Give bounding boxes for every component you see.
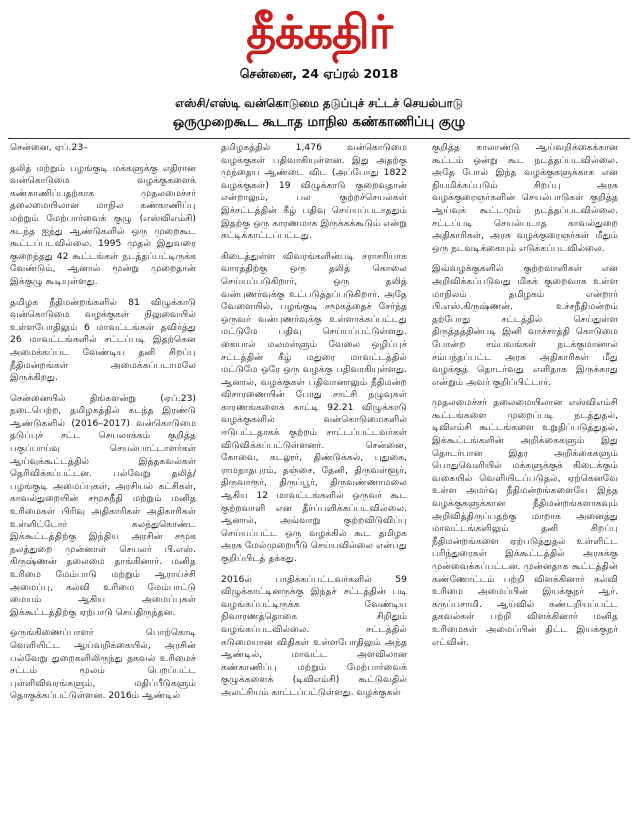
article-paragraph: ஒருங்கிணைப்பாளர் பொற்கொடி வெளியிட்ட ஆய்வறிக்கையில், அரசின் பல்வேறு துறைகளிலிருந்து தகவல் உரிமைச் சட்டம் மூலம் பெறப்பட்ட புள்ளிவிவரங்களும், மதிப்பீடுகளும் தொகுக்கப்பட்டுள்ளன. 2016ம் ஆண்டில் [10, 627, 196, 702]
article-paragraph: இவ்வழக்குகளில் குற்றவாளிகள் என அறிவிக்கப்படுவது மிகக் குறைவாக உள்ள மாநிலம் தமிழகம் என்றார் பி.எஸ்.கிருஷ்ணன். உச்சநீதிமன்றம் தற்போது சட்டத்தில் செய்துள்ள திருத்தத்தின்படி இனி வாச்சாத்தி கொடுமை போன்ற சம்பவங்கள் நடக்குமானால் சம்பந்தப்பட்ட அரசு அதிகாரிகள் மீது வழக்குத் தொடர்வது எளிதாக இருக்காது என்றும் அவர் குறிப்பிட்டார். [432, 263, 618, 388]
article-paragraph: சென்னையில் திங்களன்று (ஏப்.23) நடைபெற்ற, தமிழகத்தில் கடந்த இரண்டு ஆண்டுகளில் (2016–2017) வன்கொடுமை தடுப்புச் சட்ட செயலாக்கம் குறித்த பகுப்பாய்வு செயல்பாட்டாளர்கள் ஆய்வுக்கூட்டத்தில் இத்தகவல்கள் தெரிவிக்கப்பட்டன. பல்வேறு தலித்/பழங்குடி அமைப்புகள், அரசியல் கட்சிகள், காவல்துறையின் சமூகநீதி மற்றும் மனித உரிமைகள் பிரிவு அதிகாரிகள் அதிகாரிகள் உள்ளிட்டோர் கலந்துகொண்ட இக்கூட்டத்திற்கு இந்திய அரசின் சமூக நலத்துறை முன்னாள் செயலர் பி.எஸ். கிருஷ்ணன் தலைமை தாங்கினார். மனித உரிமை மேம்பாடு மற்றும் ஆராய்ச்சி அமைப்பு, கல்வி உரிமை மேம்பாட்டு மையம் ஆகிய அமைப்புகள் இக்கூட்டத்திற்கு ஏற்பாடு செய்திருந்தன. [10, 392, 196, 618]
headline-main: ஒருமுறைகூட கூடாத மாநில கண்காணிப்பு குழு [172, 114, 466, 130]
article-column-2 [221, 142, 407, 822]
article-paragraph: தலித் மற்றும் பழங்குடி மக்களுக்கு எதிரான வன்கொடுமை வழக்குகளைக் கண்காணிப்பதற்காக முதலமைச்சர் தலைமையிலான மாநில கண்காணிப்பு மற்றும் மேற்பார்வைக் குழு (எஸ்விஎம்சி) கடந்த ஐந்து ஆண்டுகளில் ஒரு முறைகூட கூட்டப்படவில்லை. 1995 முதல் இதுவரை குறைந்தது 42 கூட்டங்கள் நடத்தப்பட்டிருக்க வேண்டும், ஆனால் மூன்று முறைதான் இக்குழு கூடியுள்ளது. [10, 162, 196, 287]
article-column-3 [432, 142, 618, 822]
article-paragraph: கிடைத்துள்ள விவரங்களின்படி சராசரியாக வாரத்திற்கு ஒரு தலித் கொலை செய்யப்படுகிறார், ஒரு தலித் வன்புணர்வுக்கு உட்படுத்தப்படுகிறார். அதே வேளையில், பழங்குடி சமூகத்தைச் சேர்ந்த ஒருவர் வன்புணர்வுக்கு உள்ளாக்கப்பட்டது மட்டுமே பதிவு செய்யப்பட்டுள்ளது. கையால் மலமள்ளும் வேலை ஒழிப்புச் சட்டத்தின் கீழ் மதுரை மாவட்டத்தில் மட்டுமே ஒரே ஒரு வழக்கு பதிவாகியுள்ளது. ஆனால், வழக்குகள் பதிவானாலும் நீதிமன்ற விசாரணையின் போது சாட்சி நழுவுகள் காரணங்களைக் காட்டி 92.21 விழுக்காடு வழக்குகளில் வன்கொடுமைகளில் ஈடுபட்டதாகக் குற்றம் சாட்டப்பட்டவர்கள் விடுவிக்கப்பட்டுள்ளனர். சென்னை, கோவை, கடலூர், திண்டுக்கல், புதுகை, ராமநாதபுரம், தஞ்சை, தேனி, திருவள்ளூர், திருவாரூர், திருப்பூர், திருவண்ணாமலை ஆகிய 12 மாவட்டங்களில் ஒருவர் கூட குற்றவாளி என தீர்ப்பளிக்கப்படவில்லை. ஆனால், அவ்வாறு குற்றவிடுவிப்பு செய்யப்பட்ட ஒரு வழக்கில் கூட தமிழக அரசு மேல்முறையீடு செய்யவில்லை என்பது குறிப்பிடத் தக்கது. [221, 250, 407, 564]
article-paragraph: தமிழகத்தில் 1,476 வன்கொடுமை வழக்குகள் பதிவாகியுள்ளன. இது அதற்கு முந்தைய ஆண்டை விட (அப்போது 1822 வழக்குகள்) 19 விழுக்காடு குறைவுதான் என்றாலும், பல குற்றச்செயல்கள் இச்சட்டத்தின் கீழ் பதிவு செய்யப்படாததும் இதற்கு ஒரு காரணமாக இருக்கக்கூடும் என்று சுட்டிக்காட்டப்பட்டது. [221, 142, 407, 242]
article-paragraph: சென்னை, ஏப்.23– [10, 142, 88, 153]
article-paragraph: குறித்த காலாண்டு ஆய்வறிக்கைக்கான கூட்டம் ஒன்று கூட நடத்தப்படவில்லை. அதே போல் இந்த வழக்குகளுக்காக என நியமிக்கப்படும் சிறப்பு அரசு வழக்குரைஞர்களின் செயல்பாடுகள் குறித்த ஆய்வுக் கூட்டமும் நடத்தப்படவில்லை. சட்டப்படி செயல்படாத காவல்துறை அதிகாரிகள், அரசு வழக்குரைஞர்கள் மீதும் ஒரு நடவடிக்கையும் எடுக்கப்படவில்லை. [432, 142, 618, 254]
article-paragraph: முதலமைச்சர் தலைமையிலான எஸ்விஎம்சி கூட்டங்களை முறைப்படி நடத்துதல், டிவிஎம்சி கூட்டங்களை உறுதிப்படுத்துதல், இக்கூட்டங்களின் அறிக்கைகளும் இது தொடர்பான இதர அறிக்கைகளும் பொதுவெளியில் மக்களுக்குக் கிடைக்கும் வகையில் வெளியிடப்படுதல், ஏற்கெனவே உள்ள அமர்வு நீதிமன்றங்களையே இந்த வழக்குகளுக்கான நீதிமன்றங்களாகவும் அறிவித்திருப்பதற்கு மாறாக அனைத்து மாவட்டங்களிலும் தனி சிறப்பு நீதிமன்றங்களை ஏற்படுத்துதல் உள்ளிட்ட பரிந்துரைகள் இக்கூட்டத்தில் அரசுக்கு முன்வைக்கப்பட்டன. முன்னதாக கூட்டத்தின் கண்ணோட்டம் பற்றி விளக்கினார் கல்வி உரிமை அமைப்பின் இயக்குநர் ஆர். கருப்பசாமி. ஆய்வில் கண்டறியப்பட்ட தகவல்கள் பற்றி விளக்கினார் மனித உரிமைகள் அமைப்பின் திட்ட இயக்குநர் எட்வின். [432, 397, 618, 648]
headline-kicker: எஸ்சி/எஸ்டி வன்கொடுமை தடுப்புச் சட்டச் செயல்பாடு [175, 96, 463, 110]
article-paragraph: தமிழக நீதிமன்றங்களில் 81 விழுக்காடு வன்கொடுமை வழக்குகள் நிலுவையில் உள்ளபோதிலும் 6 மாவட்டங்கள் தவிர்த்து 26 மாவட்டங்களில் சட்டப்படி இதற்கென அமைக்கப்பட வேண்டிய தனி சிறப்பு நீதிமன்றங்கள் அமைக்கப்படாமலே இருக்கிறது. [10, 296, 196, 384]
article-column-1 [10, 142, 196, 822]
masthead-logo: தீக்கதிர் [246, 5, 392, 59]
article-paragraph: 2016ல் பாதிக்கப்பட்டவர்களில் 59 விழுக்காட்டினருக்கு இந்தச் சட்டத்தின் படி வழங்கப்பட்டிருக்க வேண்டிய நிவாரணத்தொகை சிறிதும் வழங்கப்படவில்லை. சட்டத்தில் கடுமையான விதிகள் உள்ளபோதிலும் அந்த ஆண்டில், மாவட்ட அளவிலான கண்காணிப்பு மற்றும் மேற்பார்வைக் குழுக்களைக் (டிவிஎம்சி) கூட்டுவதில் அலட்சியம் காட்டப்பட்டுள்ளது. வழக்குகள் [221, 573, 407, 698]
headline-divider [8, 138, 630, 139]
dateline: சென்னை, 24 ஏப்ரல் 2018 [239, 66, 399, 81]
